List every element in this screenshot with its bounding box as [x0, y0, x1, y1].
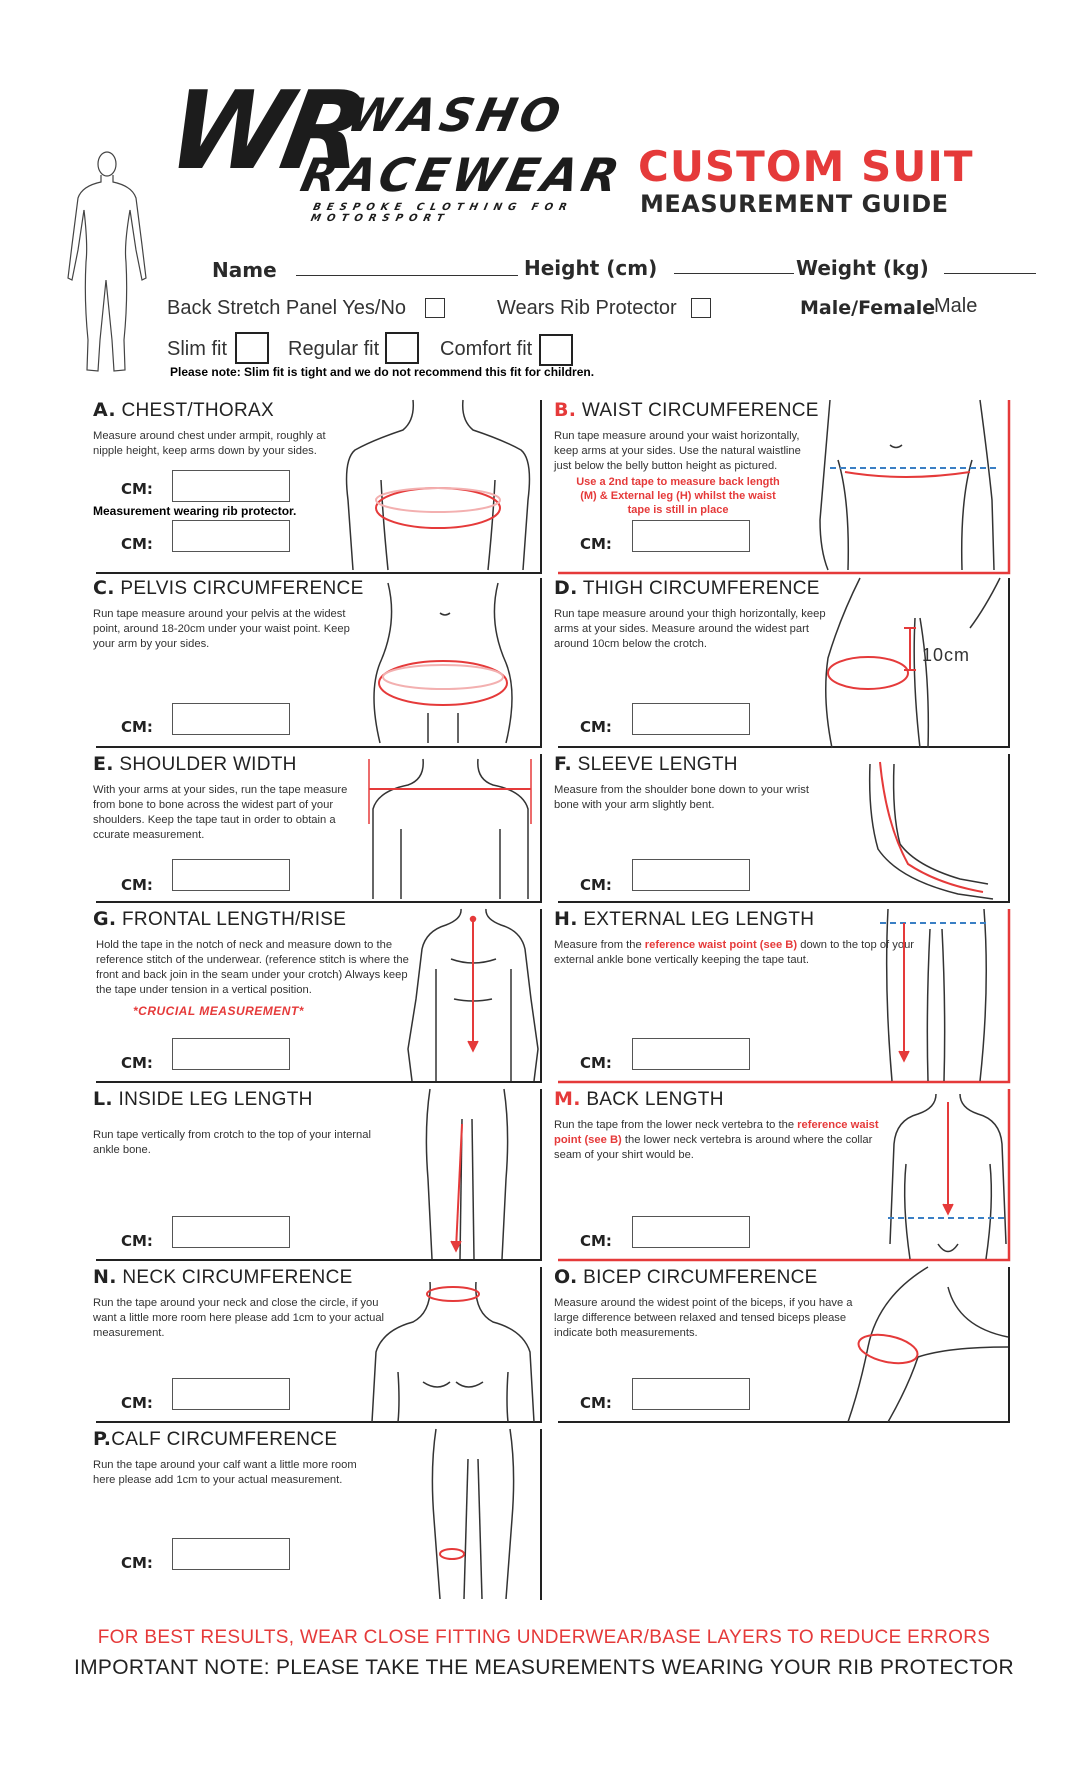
weight-field[interactable] [944, 272, 1036, 274]
section-n-cm-label: CM: [121, 1394, 153, 1412]
fit-regular-checkbox[interactable] [385, 332, 419, 364]
body-silhouette-icon [60, 150, 155, 375]
section-e [88, 749, 544, 904]
section-f-desc: Measure from the shoulder bone down to your wrist bone with your arm slightly bent. [554, 784, 809, 811]
section-h [548, 904, 1012, 1084]
section-l-cm-label: CM: [121, 1232, 153, 1250]
height-field[interactable] [674, 272, 794, 274]
name-field[interactable] [296, 274, 518, 276]
fit-comfort-label: Comfort fit [440, 338, 533, 360]
section-b [548, 395, 1012, 575]
inside-leg-figure-icon [422, 1089, 512, 1259]
section-l-cm-input[interactable] [172, 1216, 290, 1248]
shoulder-figure-icon [363, 759, 533, 899]
section-h-cm-label: CM: [580, 1054, 612, 1072]
section-d [548, 573, 1012, 749]
section-a-cm2-label: CM: [121, 535, 153, 553]
thigh-marker-label: 10cm [922, 645, 971, 665]
section-g [88, 904, 544, 1084]
section-h-cm-input[interactable] [632, 1038, 750, 1070]
section-d-cm-input[interactable] [632, 703, 750, 735]
section-l-title: L. INSIDE LEG LENGTH [93, 1088, 313, 1110]
section-a-cm2-input[interactable] [172, 520, 290, 552]
rib-protector-checkbox[interactable] [691, 298, 711, 318]
section-p [88, 1424, 544, 1602]
fit-slim-checkbox[interactable] [235, 332, 269, 364]
name-label: Name [212, 258, 277, 282]
section-a-cm-input[interactable] [172, 470, 290, 502]
section-h-desc: Measure from the reference waist point (see B) down to the top of your external ankle bone vertically keeping the tape taut. [554, 939, 915, 966]
section-b-cm-input[interactable] [632, 520, 750, 552]
back-stretch-checkbox[interactable] [425, 298, 445, 318]
brand-monogram: WR [159, 69, 372, 194]
section-p-cm-input[interactable] [172, 1538, 290, 1570]
section-p-cm-label: CM: [121, 1554, 153, 1572]
section-c-cm-label: CM: [121, 718, 153, 736]
section-f-cm-input[interactable] [632, 859, 750, 891]
section-e-desc: With your arms at your sides, run the tape measure from bone to bone across the widest part of your shoulders. Keep the tape taut in order to obtain a ccurate measurement. [93, 784, 348, 841]
brand-line1: WASHO [342, 88, 570, 142]
rib-protector-label: Wears Rib Protector [497, 297, 677, 319]
section-o-cm-label: CM: [580, 1394, 612, 1412]
section-b-desc: Run tape measure around your waist horizontally, keep arms at your sides. Use the natural waistline just below the belly button height as pictured. [554, 430, 801, 472]
back-figure-icon [888, 1094, 1006, 1259]
section-o-title: O. BICEP CIRCUMFERENCE [554, 1266, 818, 1288]
fit-regular-label: Regular fit [288, 338, 380, 360]
external-leg-figure-icon [880, 909, 1000, 1081]
gender-label: Male/Female [800, 297, 936, 319]
thigh-figure-icon [820, 578, 1005, 748]
gender-input[interactable]: Male [934, 295, 978, 317]
section-c [88, 573, 544, 749]
sleeve-figure-icon [868, 754, 1008, 904]
section-m [548, 1084, 1012, 1262]
section-g-cm-input[interactable] [172, 1038, 290, 1070]
chest-figure-icon [343, 400, 533, 570]
section-b-title: B. WAIST CIRCUMFERENCE [554, 399, 819, 421]
section-e-title: E. SHOULDER WIDTH [93, 753, 297, 775]
section-c-desc: Run tape measure around your pelvis at the widest point, around 18-20cm under your waist point. Keep your arm by your sides. [93, 608, 350, 650]
fit-note: Please note: Slim fit is tight and we do not recommend this fit for children. [170, 365, 595, 379]
section-c-cm-input[interactable] [172, 703, 290, 735]
section-f [548, 749, 1012, 904]
section-n [88, 1262, 544, 1424]
section-g-cm-label: CM: [121, 1054, 153, 1072]
section-g-desc: Hold the tape in the notch of neck and measure down to the reference stitch of the underwear. (reference stitch is where the front and back join in the seam under your crotch) Always keep the tape under tension in a vertical position. [96, 939, 409, 996]
back-stretch-label: Back Stretch Panel Yes/No [167, 297, 407, 319]
section-n-cm-input[interactable] [172, 1378, 290, 1410]
calf-figure-icon [428, 1429, 518, 1599]
section-c-title: C. PELVIS CIRCUMFERENCE [93, 577, 364, 599]
section-p-desc: Run the tape around your calf want a little more room here please add 1cm to your actual measurement. [93, 1459, 357, 1486]
brand-tagline: BESPOKE CLOTHING FOR MOTORSPORT [309, 202, 574, 224]
section-b-cm-label: CM: [580, 535, 612, 553]
weight-label: Weight (kg) [796, 256, 929, 280]
section-m-title: M. BACK LENGTH [554, 1088, 724, 1110]
footer-advice: FOR BEST RESULTS, WEAR CLOSE FITTING UNDERWEAR/BASE LAYERS TO REDUCE ERRORS [97, 1627, 991, 1648]
section-h-title: H. EXTERNAL LEG LENGTH [554, 908, 815, 930]
section-l-desc: Run tape vertically from crotch to the top of your internal ankle bone. [93, 1129, 371, 1156]
section-n-desc: Run the tape around your neck and close the circle, if you want a little more room here please add 1cm to your actual measurement. [93, 1297, 385, 1339]
section-o-cm-input[interactable] [632, 1378, 750, 1410]
section-a [88, 395, 544, 575]
section-a-cm-label: CM: [121, 480, 153, 498]
section-e-cm-input[interactable] [172, 859, 290, 891]
waist-figure-icon [810, 400, 1010, 570]
section-o [548, 1262, 1012, 1424]
page-subtitle: MEASUREMENT GUIDE [640, 190, 949, 218]
section-m-desc: Run the tape from the lower neck vertebra to the reference waist point (see B) the lower neck vertebra is around where the collar seam of your shirt would be. [554, 1119, 879, 1161]
section-e-cm-label: CM: [121, 876, 153, 894]
footer-important-note: IMPORTANT NOTE: PLEASE TAKE THE MEASUREMENTS WEARING YOUR RIB PROTECTOR [73, 1656, 1014, 1679]
section-g-crucial: *CRUCIAL MEASUREMENT* [133, 1004, 304, 1018]
brand-logo [159, 69, 628, 224]
section-l [88, 1084, 544, 1262]
section-a-title: A. CHEST/THORAX [93, 399, 274, 421]
neck-figure-icon [368, 1282, 538, 1422]
frontal-figure-icon [406, 909, 538, 1081]
section-a-extra: Measurement wearing rib protector. [93, 504, 297, 518]
section-p-title: P.CALF CIRCUMFERENCE [93, 1428, 338, 1450]
pelvis-figure-icon [368, 583, 518, 743]
fit-comfort-checkbox[interactable] [539, 334, 573, 366]
section-m-cm-label: CM: [580, 1232, 612, 1250]
section-n-title: N. NECK CIRCUMFERENCE [93, 1266, 353, 1288]
section-d-title: D. THIGH CIRCUMFERENCE [554, 577, 820, 599]
section-g-title: G. FRONTAL LENGTH/RISE [93, 908, 347, 930]
section-d-desc: Run tape measure around your thigh horizontally, keep arms at your sides. Measure around the widest part around 10cm below the crotch. [554, 608, 826, 650]
height-label: Height (cm) [524, 256, 658, 280]
section-f-cm-label: CM: [580, 876, 612, 894]
section-o-desc: Measure around the widest point of the biceps, if you have a large difference between relaxed and tensed biceps please indicate both measurements. [554, 1297, 853, 1339]
bicep-figure-icon [848, 1267, 1008, 1422]
fit-slim-label: Slim fit [167, 338, 227, 360]
section-d-cm-label: CM: [580, 718, 612, 736]
brand-line2: RACEWEAR [296, 148, 628, 202]
section-m-cm-input[interactable] [632, 1216, 750, 1248]
section-b-extra: Use a 2nd tape to measure back length (M) & External leg (H) whilst the waist tape is still in place [576, 476, 780, 516]
section-a-desc: Measure around chest under armpit, roughly at nipple height, keep arms down by your sides. [93, 430, 326, 457]
page-title: CUSTOM SUIT [638, 142, 974, 191]
section-f-title: F. SLEEVE LENGTH [554, 753, 738, 775]
